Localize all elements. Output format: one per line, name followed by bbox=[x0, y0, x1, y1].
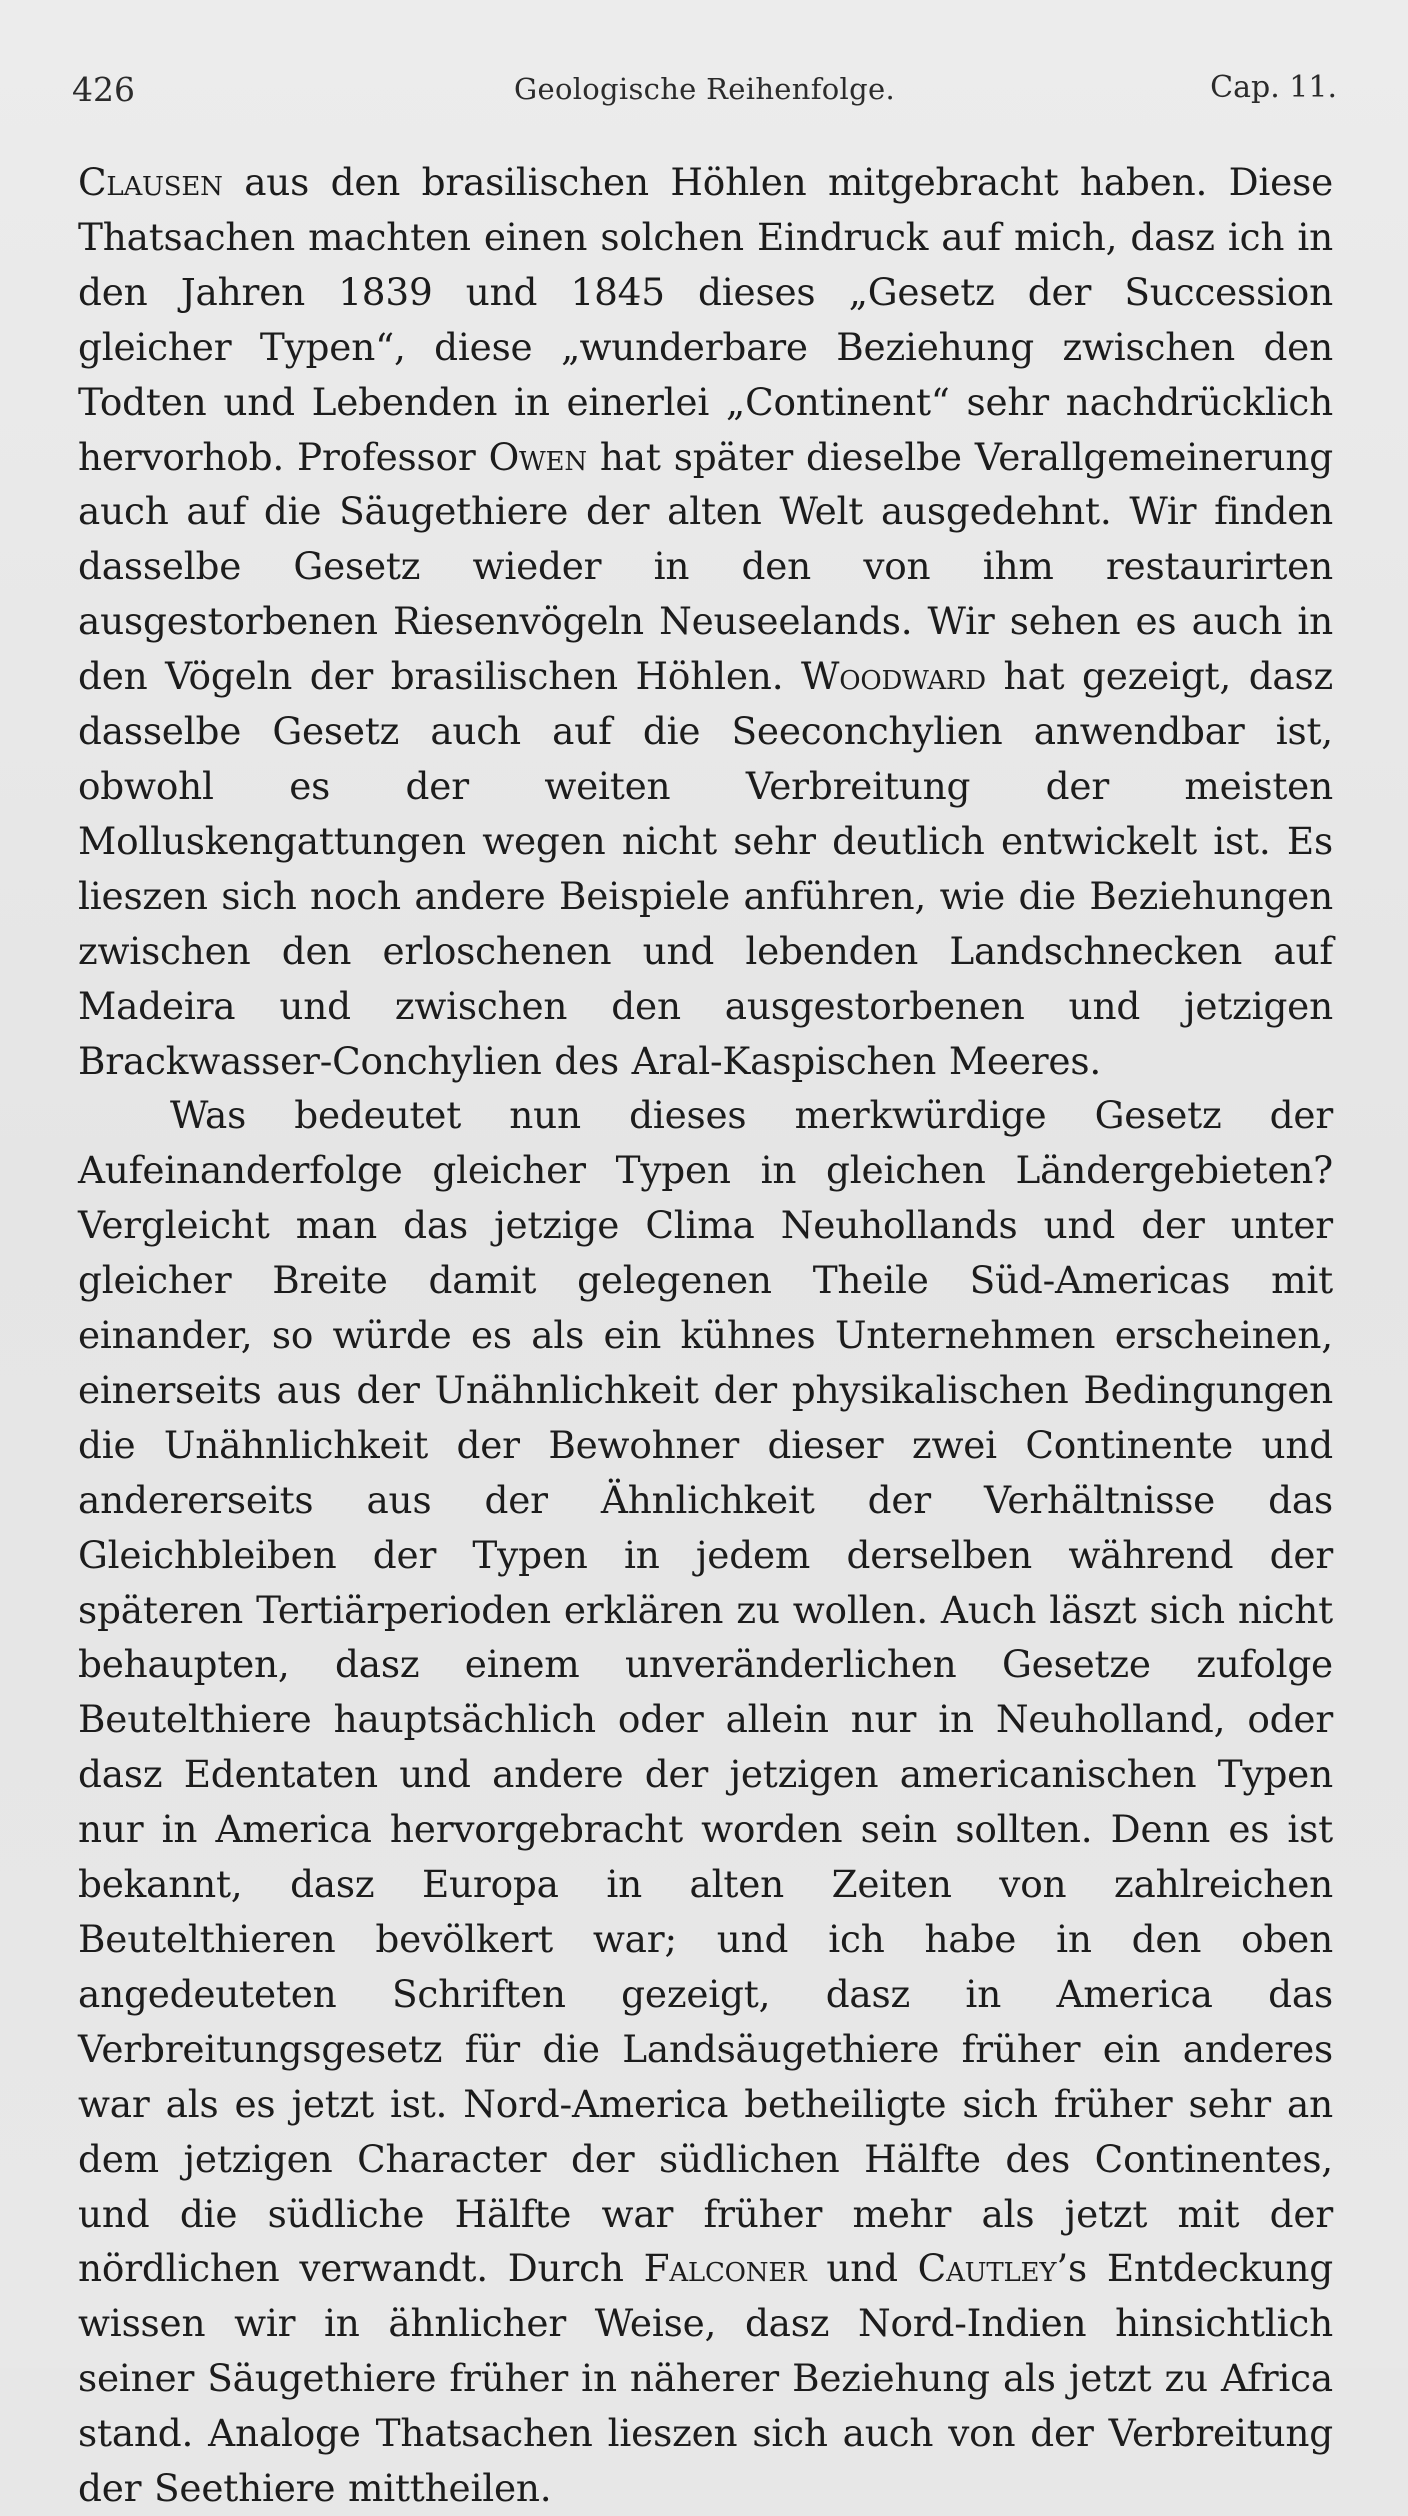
author-name-falconer: Falconer bbox=[643, 2246, 807, 2291]
paragraph-1-text-b: hat später dieselbe Verallgemeinerung auch auf die Säugethiere der alten Welt ausgedehnt. Wir finden dasselbe Gesetz wieder in den von ihm restaurirten ausgestorbenen Riesenvögeln Neuseelands. Wir sehen es auch in den Vögeln der brasilischen Höhlen. bbox=[78, 434, 1333, 699]
running-title: Geologische Reihenfolge. bbox=[514, 72, 895, 106]
page-header bbox=[72, 70, 1337, 120]
author-name-owen: Owen bbox=[488, 434, 587, 479]
chapter-label: Cap. 11. bbox=[1210, 70, 1337, 105]
paragraph-2-text-mid: und bbox=[806, 2246, 918, 2291]
body-text bbox=[78, 155, 1333, 2516]
paragraph-2-text-a: Was bedeutet nun dieses merkwürdige Gesetz der Aufeinanderfolge gleicher Typen in gleichen Ländergebieten? Vergleicht man das jetzige Clima Neuhollands und der unter gleicher Breite damit gelegenen Theile Süd-Americas mit einander, so würde es als ein kühnes Unternehmen erscheinen, einerseits aus der Unähnlichkeit der physikalischen Bedingungen die Unähnlichkeit der Bewohner dieser zwei Continente und andererseits aus der Ähnlichkeit der Verhältnisse das Gleichbleiben der Typen in jedem derselben während der späteren Tertiärperioden erklären zu wollen. Auch läszt sich nicht behaupten, dasz einem unveränderlichen Gesetze zufolge Beutelthiere hauptsächlich oder allein nur in Neuholland, oder dasz Edentaten und andere der jetzigen americanischen Typen nur in America hervorgebracht worden sein sollten. Denn es ist bekannt, dasz Europa in alten Zeiten von zahlreichen Beutelthieren bevölkert war; und ich habe in den oben angedeuteten Schriften gezeigt, dasz in America das Verbreitungsgesetz für die Landsäugethiere früher ein anderes war als es jetzt ist. Nord-America betheiligte sich früher sehr an dem jetzigen Character der südlichen Hälfte des Continentes, und die südliche Hälfte war früher mehr als jetzt mit der nördlichen verwandt. Durch bbox=[78, 1093, 1333, 2291]
author-name-cautley: Cautley bbox=[917, 2246, 1057, 2291]
paragraph-2-text-b: ’s Entdeckung wissen wir in ähnlicher Weise, dasz Nord-Indien hinsichtlich seiner Säugethiere früher in näherer Beziehung als jetzt zu Africa stand. Analoge Thatsachen lieszen sich auch von der Verbreitung der Seethiere mittheilen. bbox=[78, 2246, 1333, 2511]
paragraph-2 bbox=[78, 1088, 1333, 2516]
paragraph-1-text-c: hat gezeigt, dasz dasselbe Gesetz auch auf die Seeconchylien anwendbar ist, obwohl es der weiten Verbreitung der meisten Molluskengattungen wegen nicht sehr deutlich entwickelt ist. Es lieszen sich noch andere Beispiele anführen, wie die Beziehungen zwischen den erloschenen und lebenden Landschnecken auf Madeira und zwischen den ausgestorbenen und jetzigen Brackwasser-Conchylien des Aral-Kaspischen Meeres. bbox=[78, 654, 1334, 1083]
author-name-woodward: Woodward bbox=[801, 654, 986, 699]
paragraph-1-text-a: aus den brasilischen Höhlen mitgebracht haben. Diese Thatsachen machten einen solchen Eindruck auf mich, dasz ich in den Jahren 1839 und 1845 dieses „Gesetz der Succession gleicher Typen“, diese „wunderbare Beziehung zwischen den Todten und Lebenden in einerlei „Continent“ sehr nachdrücklich hervorhob. Professor bbox=[78, 160, 1333, 479]
author-name-clausen: Clausen bbox=[78, 160, 223, 204]
paragraph-1 bbox=[78, 155, 1333, 1088]
page-number: 426 bbox=[72, 70, 135, 109]
